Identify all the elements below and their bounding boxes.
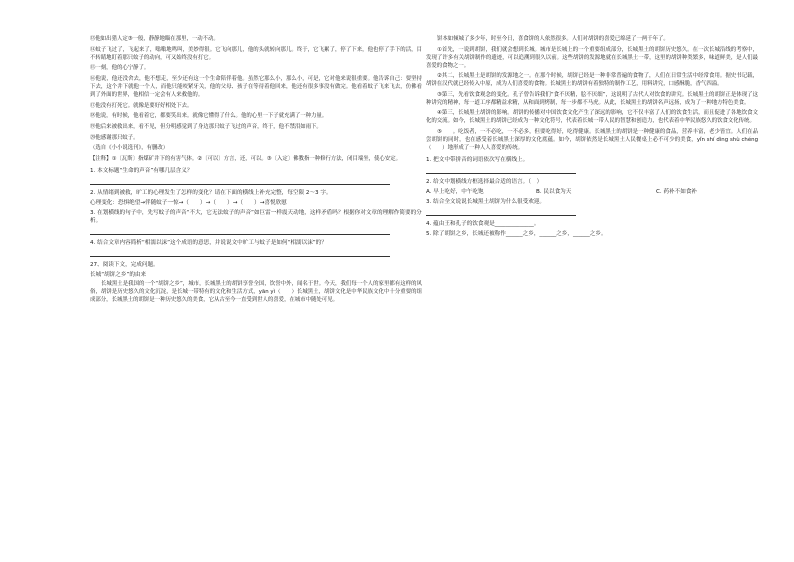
question-2-blanks: 心理变化：恐惧绝望→伴随蚊子一惊→（ ）→（ ）→（ ）→喜悦欣慰: [90, 199, 287, 206]
article-paragraph: 长城黑土是我国的一个“胡饼之乡”，城市，长城黑土的胡饼享誉全国，饮誉中外，闻名于世。今天，我们每一个人的家里都有这样的风俗，胡饼是历史悠久的文化沉淀，是长城一带特有的文化和生活方式，yān yì（ ）长城黑土，胡饼文化是中华民族文化中十分重要的组成部分，长城黑土的胡饼是一种历史悠久的美食，它从古至今一直受到世人的喜爱，在城市中随处可见。: [90, 280, 422, 303]
answer-line[interactable]: [90, 227, 390, 235]
question-2: 2. 从情绪到被救，旷工的心理发生了怎样的变化？请在下面的横线上补充完整，每空限 2～3 字。: [90, 189, 332, 196]
answer-line[interactable]: [426, 166, 576, 174]
footnotes: 【注释】①〔瓦斯〕指煤矿井下的有害气体。②〔可以〕方言，还，可以。③〔入定〕佛教指一种修行方法，闭目端坐，使心安定。: [90, 156, 401, 163]
choice-b[interactable]: B. 民以食为天: [536, 188, 572, 195]
paragraph: ②其二，长城黑土是胡饼的发源地之一。在那个时候，胡饼已经是一种非常普遍的食物了，人们在日常生活中经常食用。据史书记载，胡饼在汉代就已经传入中原，成为人们喜爱的食物。长城黑土的胡饼有着独特的制作工艺，用料讲究，口感酥脆，香气四溢。: [426, 73, 758, 88]
choice-a[interactable]: A. 早上吃好，中午吃饱: [426, 188, 484, 195]
paragraph: ⑳他感谢那只蚊子。: [90, 134, 139, 141]
question-2: 2. 给文中划横线方框选择最合适的语言。（ ）: [426, 178, 543, 185]
paragraph: 饼本如倾城了多少年，时至今日，喜食饼的人依然很多。人们对胡饼的喜爱已绵延了一两千年了。: [437, 36, 669, 42]
question-3: 3. 在划横线的句子中，先写蚊子的声音“不大，它无法蚊子的声音”如巨雷一样震天动地，这样矛盾吗？根据你对文章的理解作简要的分析。: [90, 209, 422, 224]
paragraph: ④第三，长城黑土胡饼的影响。胡饼的传播对中国饮食文化产生了深远的影响，它不仅丰富了人们的饮食生活，而且促进了各地饮食文化的交流。如今，长城黑土的胡饼已经成为一种文化符号，代表着长城一带人民的智慧和创造力，也代表着中华民族悠久的饮食文化传统。: [426, 110, 758, 125]
left-column: [90, 36, 422, 307]
source-note: （选自《小小说选刊》，有删改）: [90, 145, 169, 152]
question-5: 5. 除了胡饼之乡，长城还被称作______之乡，______之乡，______之乡。: [426, 230, 607, 237]
section-heading: 27、阅读下文，完成问题。: [90, 261, 159, 268]
paragraph: ⑯他说，他还没舍去，他不想走，至少还有这一个生命陪伴着他。虽然它那么小，那么小，可是，它对他来说很重要。他告诉自己：要坚持下去，这个井下就他一个人，而他只能咬紧牙关，他的父母、孩子在等待着他回来，他还有很多事没有做完。他看着蚊子飞来飞去，仿佛看到了外面的世界，他相信一定会有人来救他的。: [90, 76, 422, 98]
answer-line[interactable]: [90, 249, 390, 257]
choice-list: [426, 188, 758, 196]
right-column: [426, 36, 758, 240]
paragraph: ⑬他如出猎人定③一般，静静地瞄在那里，一动不动。: [90, 36, 219, 42]
paragraph: ①首先，一说到胡饼，我们就会想到长城。城市是长城上的一个重要组成部分，长城黑土的胡饼历史悠久。在一次长城沿线的考察中，发现了许多有关胡饼制作的遗迹，可以追溯到很久以前。这些胡饼的发源地就在长城黑土一带，这里的胡饼种类繁多，味道鲜美，是人们最喜爱的食物之一。: [426, 46, 758, 69]
question-4: 4. 结合文章内容简析“相濡以沫”这个成语的意思，并说说文中旷工与蚊子是如何“相濡以沫”的？: [90, 239, 327, 246]
question-1: 1. 把文中带拼音的词语依次写在横线上。: [426, 156, 529, 163]
paragraph: ⑲他后来被救出来，看不见，但分明感觉到了身边那只蚊子飞过的声音，终于，他不禁泪如雨下。: [90, 123, 322, 130]
paragraph: ⑮一刻，他的心宁静了。: [90, 65, 150, 72]
paragraph: ⑱他说，有时候，他看着它，都要笑出来。就像它懂得了什么。他的心里一下子就充满了一种力量。: [90, 113, 328, 120]
choice-c[interactable]: C. 药补不如食补: [656, 188, 698, 195]
paragraph: ⑭蚊子飞过了，飞起来了，嗡嗡地鸣叫，美妙得很。它飞向那儿，他的头就转向那儿。终于，它飞累了，停了下来，他也停了手下的活，目不转睛地盯着那只蚊子的动向，可又始终没有打它。: [90, 46, 422, 61]
paragraph: ⑰他没有打死它。就像是要好好相处下去。: [90, 102, 193, 109]
paragraph: ③第三，先看饮食观念的变化。孔子曾告诉我们“食不厌精，脍不厌细”，这说明了古代人对饮食的讲究。长城黑土的胡饼正是体现了这种讲究的精神，每一道工序都精益求精，从和面到烤制，每一步都不马虎。从此，长城黑土的胡饼名声远扬，成为了一种地方特色美食。: [426, 91, 758, 106]
answer-line[interactable]: [90, 177, 390, 185]
question-4: 4. 蕴由王和孔子的饮食观是______________。: [426, 220, 540, 227]
question-3: 3. 结合全文说说长城黑土胡饼为什么很受欢迎。: [426, 198, 546, 205]
question-1: 1. 本文标题“生命的声音”有哪几层含义？: [90, 167, 193, 174]
paragraph: ⑤ 。吃饭者，一不必吃，一不必多，但要吃得好，吃得健康。长城黑土的胡饼是一种健康的食品，营养丰富，老少皆宜。人们在品尝胡饼的同时，也在感受着长城黑土深厚的文化底蕴。如今，胡饼依然是长城黑土人民餐桌上必不可少的美食，yǐn shí dìng shù chéng（ ）地形成了一种人人喜爱的传统。: [426, 129, 758, 151]
article-title: 长城“胡饼之乡”的由来: [90, 271, 147, 278]
answer-line[interactable]: [426, 208, 576, 216]
